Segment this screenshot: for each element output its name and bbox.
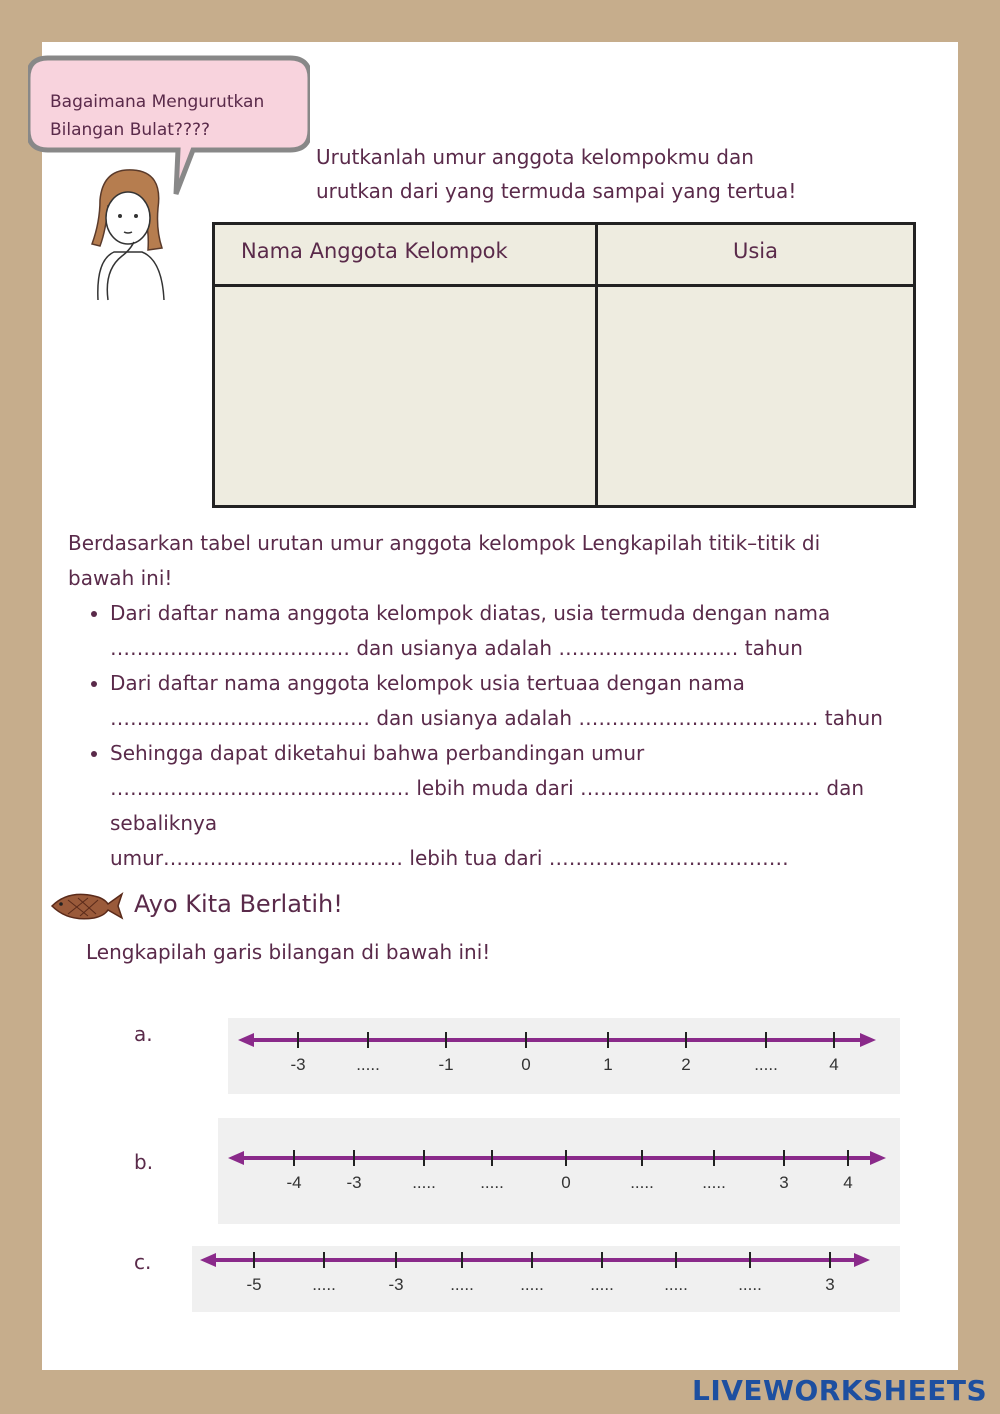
table-cell-names[interactable]: [215, 287, 598, 505]
instruction-paragraph: [68, 526, 918, 596]
tick-label: 1: [603, 1055, 613, 1074]
tick-label: 3: [779, 1173, 789, 1192]
tick-label[interactable]: .....: [590, 1275, 614, 1294]
tick-label[interactable]: .....: [664, 1275, 688, 1294]
bullet-1-line-2[interactable]: ……………………………… dan usianya adalah ……………………… tahun: [110, 636, 803, 660]
tick-label: -3: [388, 1275, 404, 1294]
member-age-table: [212, 222, 916, 508]
tick-label[interactable]: .....: [412, 1173, 436, 1192]
tick-label[interactable]: .....: [312, 1275, 336, 1294]
number-line-c: [192, 1246, 900, 1312]
bullet-2-line-1: • Dari daftar nama anggota kelompok usia tertuaa dengan nama: [110, 671, 745, 695]
tick-label: 0: [561, 1173, 571, 1192]
fish-icon: [48, 888, 124, 924]
liveworksheets-logo: LIVEWORKSHEETS: [692, 1374, 988, 1407]
bubble-line-1: Bagaimana Mengurutkan: [50, 92, 265, 112]
number-line-background: [192, 1246, 900, 1312]
tick-label[interactable]: .....: [356, 1055, 380, 1074]
tick-label: -3: [346, 1173, 362, 1192]
list-item: [110, 596, 950, 666]
number-line-b: [218, 1118, 900, 1224]
tick-label: 4: [843, 1173, 853, 1192]
tick-label[interactable]: .....: [702, 1173, 726, 1192]
number-line-c-label: c.: [134, 1250, 152, 1274]
section-instruction: Lengkapilah garis bilangan di bawah ini!: [86, 940, 491, 964]
bullet-3-line-1: • Sehingga dapat diketahui bahwa perbandingan umur: [110, 741, 645, 765]
thinking-girl-illustration: [78, 160, 178, 310]
bullet-2-line-2[interactable]: ………………………………… dan usianya adalah ……………………………… tahun: [110, 706, 883, 730]
tick-label[interactable]: .....: [630, 1173, 654, 1192]
tick-label[interactable]: .....: [738, 1275, 762, 1294]
tick-label: -4: [286, 1173, 302, 1192]
bullet-3-line-2[interactable]: ……………………………………… lebih muda dari ……………………………… dan sebaliknya: [110, 776, 865, 835]
intro-line-1: Urutkanlah umur anggota kelompokmu dan: [316, 145, 754, 169]
number-line-background: [228, 1018, 900, 1094]
number-line-background: [218, 1118, 900, 1224]
tick-label[interactable]: .....: [450, 1275, 474, 1294]
bubble-line-2: Bilangan Bulat????: [50, 120, 211, 140]
list-item: [110, 666, 950, 736]
list-item: [110, 736, 950, 876]
bullet-1-line-1: • Dari daftar nama anggota kelompok diatas, usia termuda dengan nama: [110, 601, 831, 625]
fill-in-list: [84, 596, 950, 876]
paragraph-line-2: bawah ini!: [68, 566, 173, 590]
tick-label: -3: [290, 1055, 306, 1074]
paragraph-line-1: Berdasarkan tabel urutan umur anggota kelompok Lengkapilah titik–titik di: [68, 531, 821, 555]
tick-label: 3: [825, 1275, 835, 1294]
number-line-a-label: a.: [134, 1022, 153, 1046]
table-header-name: Nama Anggota Kelompok: [215, 225, 598, 287]
bullet-3-line-3[interactable]: umur……………………………… lebih tua dari ………………………………: [110, 846, 789, 870]
tick-label[interactable]: .....: [520, 1275, 544, 1294]
number-line-b-label: b.: [134, 1150, 154, 1174]
tick-label[interactable]: .....: [480, 1173, 504, 1192]
section-title: Ayo Kita Berlatih!: [134, 890, 343, 918]
tick-label: -1: [438, 1055, 454, 1074]
tick-label: -5: [246, 1275, 262, 1294]
intro-text: [316, 140, 796, 208]
tick-label[interactable]: .....: [754, 1055, 778, 1074]
table-cell-ages[interactable]: [598, 287, 913, 505]
tick-label: 4: [829, 1055, 839, 1074]
intro-line-2: urutkan dari yang termuda sampai yang tertua!: [316, 179, 797, 203]
number-line-a: [228, 1018, 900, 1094]
bubble-text: [50, 88, 310, 144]
tick-label: 0: [521, 1055, 531, 1074]
table-header-age: Usia: [598, 225, 913, 287]
tick-label: 2: [681, 1055, 691, 1074]
